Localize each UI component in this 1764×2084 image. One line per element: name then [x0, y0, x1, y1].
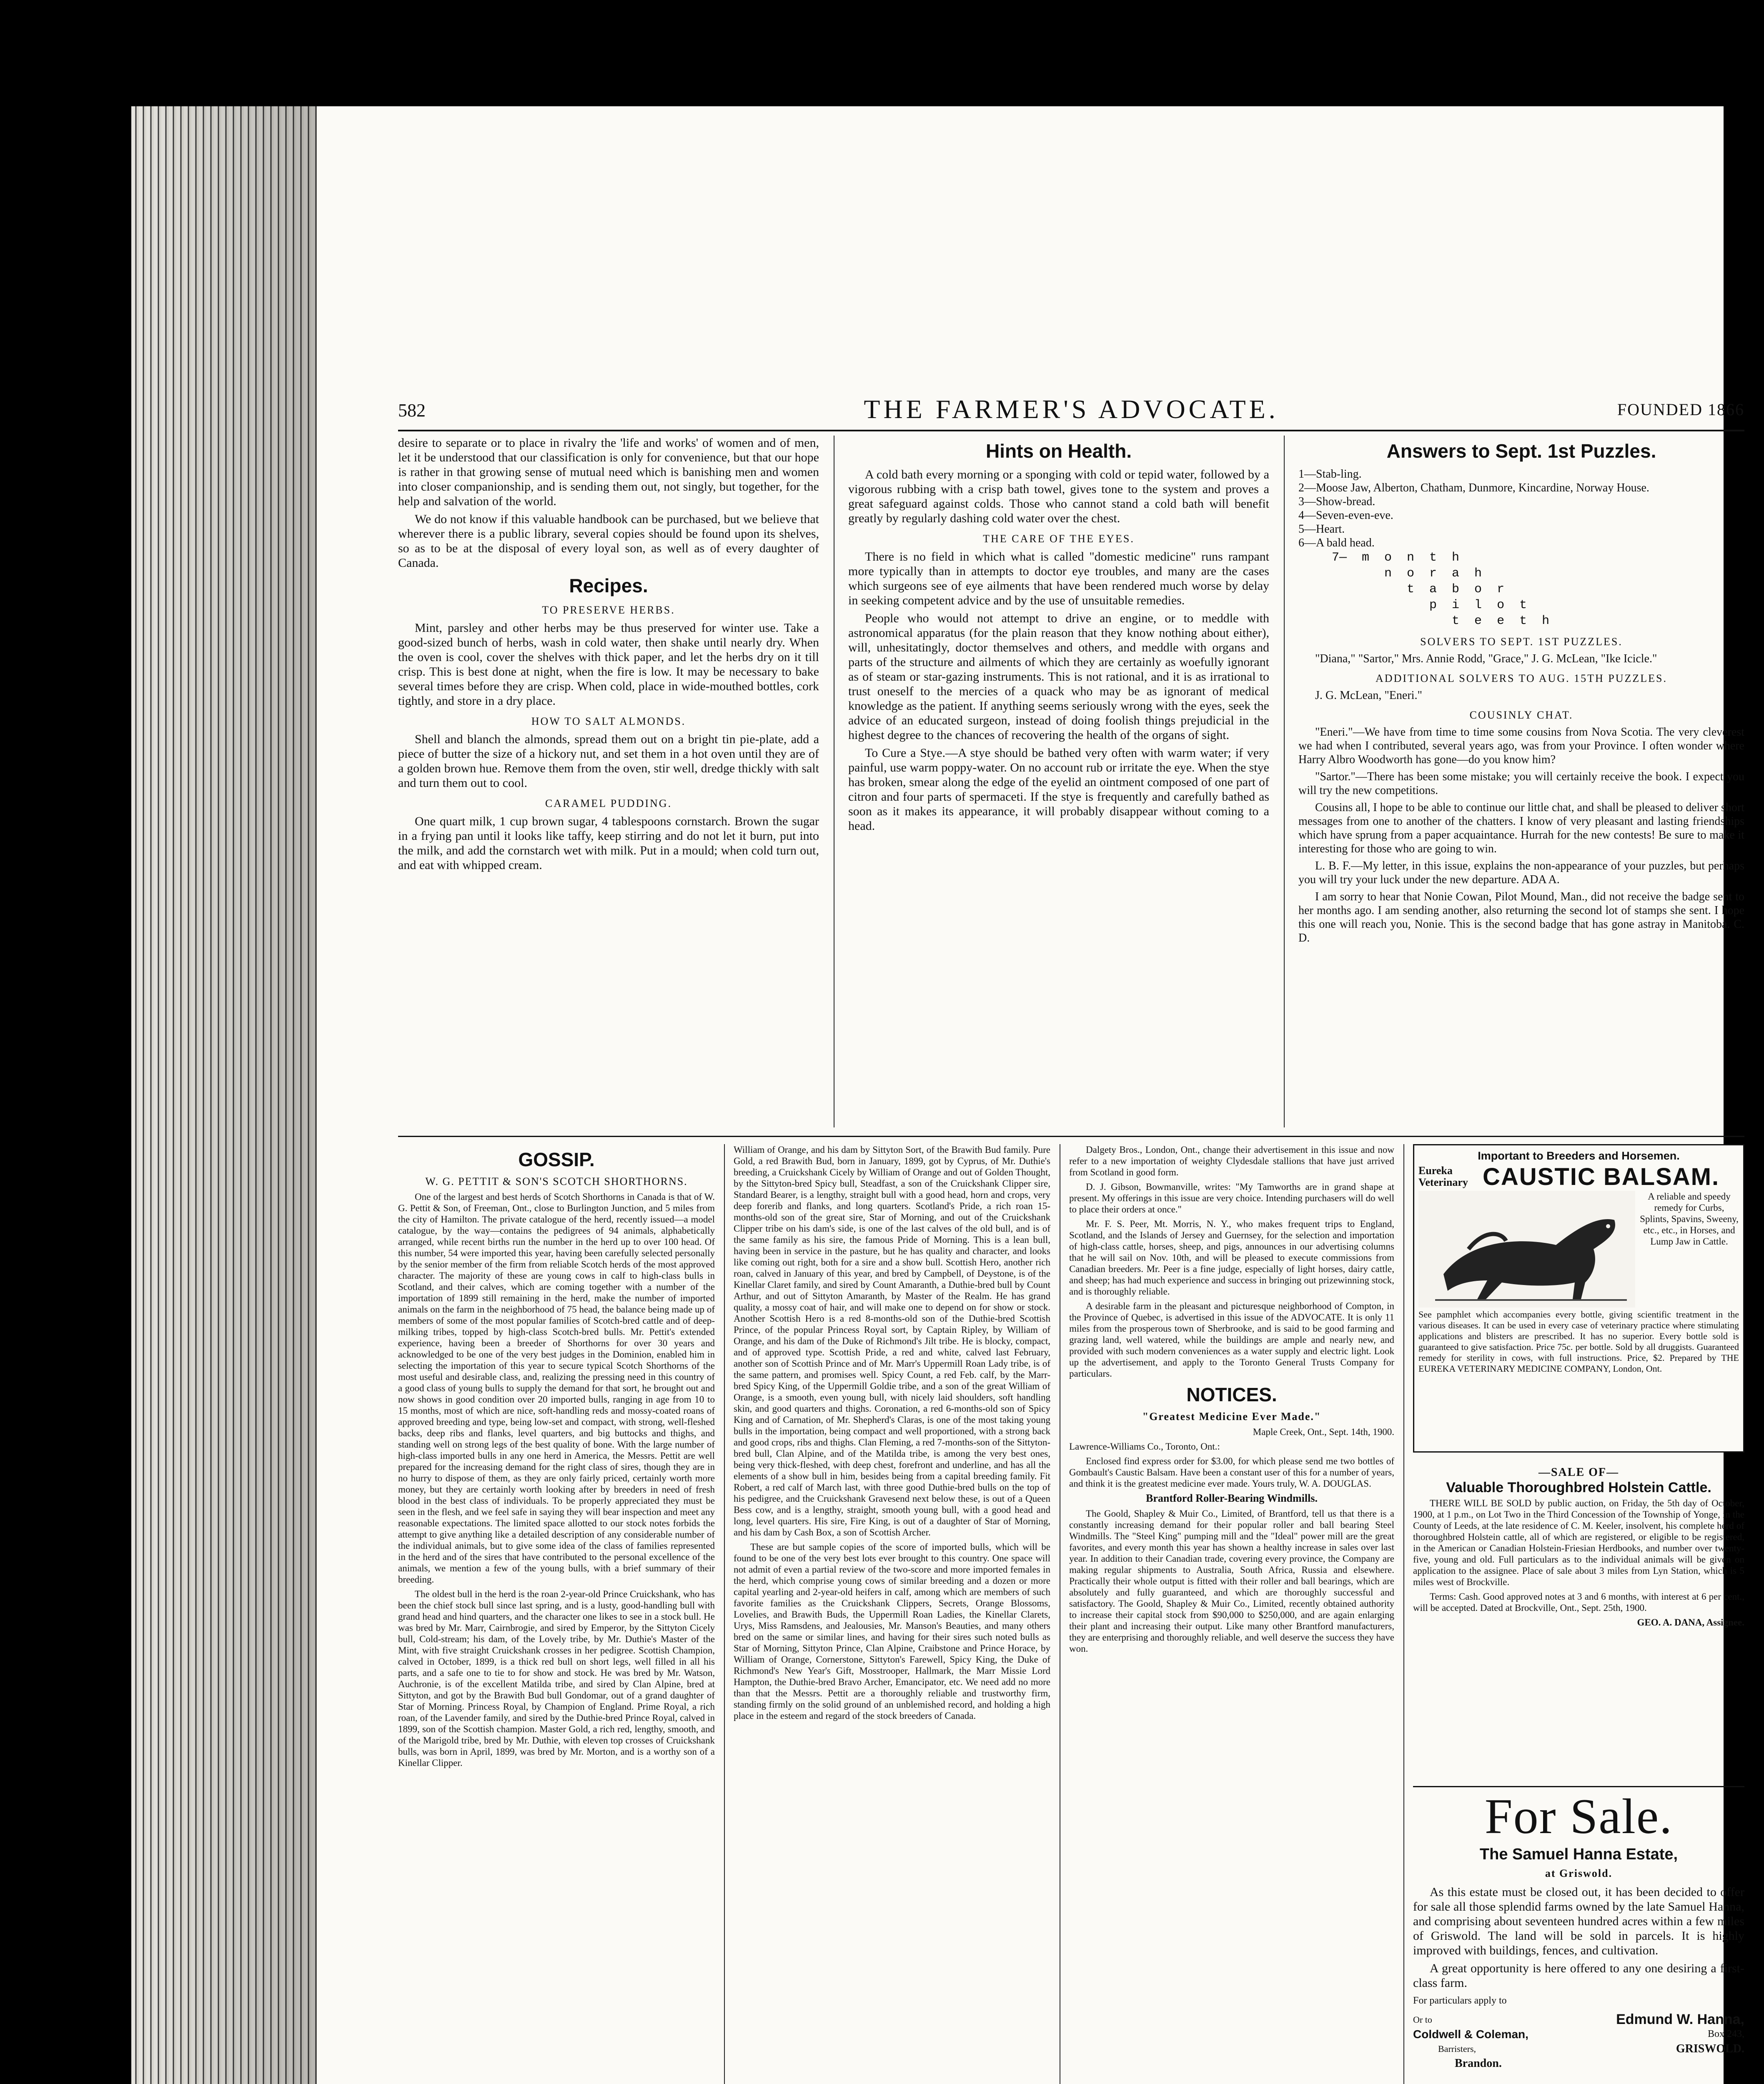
- answer-item: 6—A bald head.: [1298, 536, 1375, 549]
- ad-terms: Terms: Cash. Good approved notes at 3 and 6 months, with interest at 6 per cent., will be accepted. Dated at Brockville, Ont., Sept. 25th, 1900.: [1413, 1591, 1744, 1613]
- chat-paragraph: "Sartor."—There has been some mistake; you will certainly receive the book. I expect you will try the new competitions.: [1298, 770, 1744, 797]
- answer-list: [1298, 467, 1744, 550]
- masthead: THE FARMER'S ADVOCATE.: [864, 394, 1279, 424]
- notes-column: [1069, 1144, 1394, 2084]
- agent-title: Barristers,: [1438, 2044, 1476, 2054]
- recipe-text: Mint, parsley and other herbs may be thus preserved for winter use. Take a good-sized bunch of herbs, wash in cold water, then shake until nearly dry. When the oven is cool, cover the shelves with thick paper, and let the herbs dry on it till crisp. This is best done at night, when the fire is low. It may be necessary to bake several times before they are crisp. When cold, place in wide-mouthed bottles, cork tightly, and store in a dry place.: [398, 621, 819, 708]
- ad-text: A great opportunity is here offered to any one desiring a first-class farm.: [1413, 1961, 1744, 1990]
- additional-solvers-heading: ADDITIONAL SOLVERS TO AUG. 15TH PUZZLES.: [1376, 672, 1667, 684]
- gossip-subheading: W. G. PETTIT & SON'S SCOTCH SHORTHORNS.: [425, 1175, 688, 1187]
- eyes-heading: THE CARE OF THE EYES.: [983, 533, 1135, 545]
- recipes-title: Recipes.: [569, 575, 648, 596]
- puzzles-title: Answers to Sept. 1st Puzzles.: [1386, 440, 1656, 462]
- recipe-heading: CARAMEL PUDDING.: [545, 797, 672, 809]
- word-diamond: 7— m o n t h n o r a h t a b o r p i l o t t e e t h: [1332, 551, 1550, 628]
- paragraph: To Cure a Stye.—A stye should be bathed very often with warm water; if very painful, use warm poppy-water. On no account rub or irritate the eye. When the stye has broken, smear along the edge of the eyelid an ointment composed of one part of citron and four parts of spermaceti. If the stye is frequently and carefully bathed as soon as it makes its appearance, it will probably disappear without coming to a head.: [848, 746, 1269, 833]
- paragraph: William of Orange, and his dam by Sittyton Sort, of the Brawith Bud family. Pure Gold, a red Brawith Bud, born in January, 1899, got by Cyprus, of Mr. Duthie's breeding, a Cruickshank Cicely by William of Orange and out of Golden Thought, by the Sittyton-bred Spicy bull, Steadfast, a son of the Cruickshank Clipper sire, Standard Bearer, is a lengthy, straight bull with a good head, horn and crops, very deep forerib and flanks, and long quarters. Scotland's Pride, a rich roan 15-months-old son of the great sire, Star of Morning, and out of the Cruickshank Clipper tribe on his dam's side, is one of the last calves of the old bull, and is of the same family as his sire, the famous Pride of Morning. This is a lean bull, having been in service in the pasture, but he has quality and character, and looks like coming out right, both for a sire and a show bull. Scottish Hero, another rich roan, calved in January of this year, and bred by Campbell, of Deystone, is of the Kinellar Claret family, and sired by Count Amaranth, a Duthie-bred bull by Count Arthur, and out of Sittyton Amaranth, by Master of the Realm. He has grand quality, a mossy coat of hair, and will make one to depend on for show or stock. Another Scottish Hero is a red 8-months-old son of the Duthie-bred Scottish Prince, of the popular Princess Royal sort, by Captain Ripley, by William of Orange, and his dam of the Duke of Richmond's Jilt tribe. He is blocky, compact, and of approved type. Scottish Pride, a red and white, calved last February, another son of Scottish Prince and of Mr. Marr's Uppermill Roan Lady tribe, is of the same pattern, and promises well. Spicy Count, a red Feb. calf, by the Marr-bred Spicy King, of the Uppermill Goldie tribe, and a son of the great William of Orange, is a smooth, even young bull, with nicely laid shoulders, soft handling skin, and good quarters and thighs. Coronation, a red 6-months-old son of Spicy King and of Carnation, of Mr. Shepherd's Claras, is one of the most taking young bulls in the importation, being compact and well proportioned, with a strong back and good crops, ribs and thighs. Clan Fleming, a red 7-months-son of the Sittyton-bred bull, Clan Alpine, and of the Matilda tribe, is among the very best ones, being very thick-fleshed, with deep chest, forefront and underline, and has all the elements of a show bull in him, besides being from a capital breeding family. Fit Robert, a red calf of March last, with three good Duthie-bred bulls on the top of his pedigree, and the Cruickshank Gravesend next below these, is out of a Queen Bess cow, and is a lengthy, straight, smooth young bull, with a good head and long, level quarters. His sire, Fire King, is out of a daughter of Star of Morning, and his dam by Cash Box, a son of Scottish Archer.: [734, 1145, 1050, 1538]
- notices-subtitle: "Greatest Medicine Ever Made.": [1142, 1410, 1321, 1423]
- agent-right: [1616, 2012, 1744, 2071]
- ad-place: at Griswold.: [1545, 1867, 1613, 1879]
- paragraph: A desirable farm in the pleasant and picturesque neighborhood of Compton, in the Province of Quebec, is advertised in this issue of the ADVOCATE. It is only 11 miles from the prosperous town of Sherbrooke, and is said to be good farming and grazing land, well watered, while the buildings are ample and nearly new, and provided with such modern conveniences as a water supply and electric light. Look up the advertisement, and apply to the Toronto General Trusts Company for particulars.: [1069, 1301, 1394, 1379]
- health-title: Hints on Health.: [985, 440, 1132, 462]
- ad-headline: Valuable Thoroughbred Holstein Cattle.: [1446, 1480, 1711, 1495]
- recipe-heading: TO PRESERVE HERBS.: [542, 604, 675, 616]
- founded-label: FOUNDED 1866: [1617, 400, 1744, 419]
- paragraph: We do not know if this valuable handbook can be purchased, but we believe that wherever there is a public library, several copies should be found upon its shelves, so as to be at the disposal of every loyal son, as well as of every daughter of Canada.: [398, 512, 819, 570]
- gossip-column-b: [734, 1144, 1050, 2084]
- answer-item: 2—Moose Jaw, Alberton, Chatham, Dunmore, Kincardine, Norway House.: [1298, 481, 1649, 494]
- ad-headline: For Sale.: [1484, 1788, 1673, 1844]
- windmill-text: The Goold, Shapley & Muir Co., Limited, of Brantford, tell us that there is a constantly increasing demand for their popular roller and ball bearing Steel Windmills. The "Steel King" pumping mill and the "Ideal" power mill are the great favorites, and every month this year has shown a healthy increase in sales over last year. In addition to their Canadian trade, covering every province, the Company are making regular shipments to Australia, South Africa, Russia and elsewhere. Practically their whole output is fitted with their roller and ball bearings, which are absolutely and fully guaranteed, and which are thoroughly successful and satisfactory. The Goold, Shapley & Muir Co., Limited, recently obtained authority to increase their capital stock from $90,000 to $250,000, and are again enlarging their plant and increasing their output. Like many other Brantford manufacturers, they are enterprising and thoroughly reliable, and well deserve the success they have won.: [1069, 1508, 1394, 1654]
- paragraph: desire to separate or to place in rivalry the 'life and works' of women and of men, let it be understood that our classification is only for convenience, but that our hope is rather in that growing sense of mutual need which is banishing men and women into closer companionship, and is sending them out, not singly, but together, for the help and salvation of the world.: [398, 436, 819, 508]
- paragraph: A cold bath every morning or a sponging with cold or tepid water, followed by a vigorous rubbing with a crisp bath towel, gives tone to the system and proves a great safeguard against colds. Those who cannot stand a cold bath will benefit greatly by regularly dashing cold water over the chest.: [848, 468, 1269, 525]
- answer-item: 5—Heart.: [1298, 523, 1345, 536]
- ad-text: As this estate must be closed out, it has been decided to offer for sale all those splendid farms owned by the late Samuel Hanna, and comprising about seventeen hundred acres within a few miles of Griswold. The land will be sold in parcels. It is highly improved with buildings, fences, and cultivation.: [1413, 1885, 1744, 1957]
- notices-title: NOTICES.: [1186, 1384, 1277, 1405]
- answer-item: 4—Seven-even-eve.: [1298, 509, 1393, 522]
- page-header: [398, 394, 1744, 423]
- ad-signer: GEO. A. DANA, Assignee.: [1637, 1617, 1744, 1628]
- ad-or: Or to: [1413, 2014, 1432, 2025]
- paragraph: These are but sample copies of the score of imported bulls, which will be found to be one of the very best lots ever brought to this country. One space will not admit of even a partial review of the two-score and more imported females in the herd, which comprise young cows of similar breeding and a dozen or more capital yearling and 2-year-old heifers in calf, among which are members of such favorite families as the Cruickshank Clippers, Secrets, Orange Blossoms, Lovelies, and Brawith Buds, the Uppermill Roan Ladies, the Kinellar Clarets, Urys, Miss Ramsdens, and Jealousies, Mr. Manson's Beauties, and many others bred on the same or similar lines, and having for their sires such noted bulls as Star of Morning, Sittyton Prince, Clan Alpine, Craibstone and Prince Horace, by William of Orange, Cornerstone, Sittyton's Farewell, Spicy King, the Duke of Richmond's New Year's Gift, Mosstrooper, Hallmark, the Marr Missie Lord Hampton, the Duthie-bred Bravo Archer, Emancipator, etc. We need add no more than that the Messrs. Pettit are a thoroughly reliable and trustworthy firm, standing firmly on the solid ground of an unblemished record, and holding a high place in the esteem and regard of the stock breeders of Canada.: [734, 1542, 1050, 1721]
- chat-paragraph: Cousins all, I hope to be able to continue our little chat, and shall be pleased to deliver short messages from one to another of the chatters. I know of very pleasant and lasting friendships which have sprung from a paper acquaintance. Hurrah for the new contests! Be sure to make it interesting for those who are going to win.: [1298, 801, 1744, 855]
- agent-left: [1413, 2012, 1528, 2071]
- ad-headline: CAUSTIC BALSAM.: [1483, 1163, 1720, 1190]
- recipe-text: One quart milk, 1 cup brown sugar, 4 tablespoons cornstarch. Brown the sugar in a frying pan until it looks like taffy, keep stirring and do not let it burn, put into the milk, and add the cornstarch wet with milk. Put in a mould; when cold turn out, and eat with whipped cream.: [398, 814, 819, 872]
- horse-illustration: [1418, 1191, 1635, 1308]
- answer-item: 1—Stab-ling.: [1298, 468, 1362, 481]
- newspaper-page: [398, 394, 1744, 2084]
- notice-text: Enclosed find express order for $3.00, for which please send me two bottles of Gombault's Caustic Balsam. Have been a constant user of this for a number of years, and think it is the greatest medicine ever made. Yours truly, W. A. DOUGLAS.: [1069, 1456, 1394, 1489]
- ad-estate: The Samuel Hanna Estate,: [1479, 1846, 1678, 1863]
- solvers-heading: SOLVERS TO SEPT. 1ST PUZZLES.: [1420, 636, 1623, 648]
- ad-text: THERE WILL BE SOLD by public auction, on Friday, the 5th day of October, 1900, at 1 p.m., on Lot Two in the Third Concession of the Township of Yonge, in the County of Leeds, at the late residence of C. M. Keeler, insolvent, his complete herd of thoroughbred Holstein cattle, all of which are registered, or eligible to be registered, in the American or Canadian Holstein-Friesian Herdbooks, and number over twenty-five, young and old. Full particulars as to the individual animals will be given on application to the assignee. Place of sale about 3 miles from Lyn Station, which is 5 miles west of Brockville.: [1413, 1498, 1744, 1587]
- agent-box: Box 243,: [1707, 2029, 1744, 2039]
- gossip-column-a: [398, 1144, 715, 2084]
- ad-text: See pamphlet which accompanies every bottle, giving scientific treatment in the various diseases. It can be used in every case of veterinary practice where stimulating applications and blisters are prescribed. It has no superior. Every bottle sold is guaranteed to give satisfaction. Price 75c. per bottle. Sold by all druggists. Guaranteed remedy for sterility in cows, with full instructions. Price, $2. Prepared by THE EUREKA VETERINARY MEDICINE COMPANY, London, Ont.: [1418, 1309, 1739, 1374]
- holstein-sale-ad: [1413, 1465, 1744, 1778]
- paragraph: There is no field in which what is called "domestic medicine" runs rampant more typically than in attempts to doctor eye troubles, and many are the cases which surgeons see of eye ailments that have been rendered much worse by delay in seeking competent advice and by the use of unsuitable remedies.: [848, 550, 1269, 607]
- chat-heading: COUSINLY CHAT.: [1469, 709, 1574, 721]
- chat-paragraph: I am sorry to hear that Nonie Cowan, Pilot Mound, Man., did not receive the badge sent to her months ago. I am sending another, also returning the second lot of stamps she sent. I hope this one will reach you, Nonie. This is the second badge that has gone astray in Manitoba. C. D.: [1298, 890, 1744, 944]
- paragraph: Dalgety Bros., London, Ont., change their advertisement in this issue and now refer to a new importation of weighty Clydesdale stallions that have just arrived from Scotland in good form.: [1069, 1145, 1394, 1177]
- header-rule: [398, 430, 1744, 431]
- gossip-title: GOSSIP.: [518, 1149, 595, 1170]
- paragraph: One of the largest and best herds of Scotch Shorthorns in Canada is that of W. G. Pettit & Son, of Freeman, Ont., close to Burlington Junction, and 5 miles from the city of Hamilton. The private catalogue of the herd, recently issued—a model catalogue, by the way—contains the pedigrees of 94 animals, alphabetically arranged, while recent births run the number in the herd up to over 100 head. Of this number, 54 were imported this year, having been carefully selected personally by the senior member of the firm from reliable Scotch herds of the most approved character. The majority of these are young cows in calf to high-class bulls in Scotland, and their calves, which are coming together with a number of the importation of 1899 still remaining in the herd, make the number of imported animals on the farm in the neighborhood of 75 head, the balance being made up of members of some of the most popular families of Scotch-bred cattle and of deep-milking tribes, topped by high-class Scotch-bred bulls. Mr. Pettit's extended experience, having been a breeder of Shorthorns for over 30 years and acknowledged to be one of the very best judges in the Dominion, enabled him in selecting the importation of this year to secure typical Scotch Shorthorns of the most useful and desirable class, and, realizing the pressing need in this country of a good class of young bulls to supply the demand for that sort, he brought out and now shows in good condition over 20 imported bulls, ranging in age from 10 to 15 months, most of which are nice, soft-handling reds and mossy-coated roans of approved breeding and type, being low-set and compact, with strong, well-fleshed backs, deep ribs and flanks, level quarters, and big buttocks and thighs, and standing well on strong legs of the best quality of bone. With the large number of high-class imported bulls in any one herd in America, the Messrs. Pettit are well prepared for the increasing demand for the right class of sires, though they are in no hurry to dispose of them, as they are only fairly priced, certainly worth more money, but they are certainly worth looking after by breeders in need of fresh blood in the best class of individuals. To be properly appreciated they must be seen in the flesh, and we feel safe in saying they will bear inspection and meet any reasonable expectations. The limited space allotted to our stock notes forbids the attempt to give anything like a detailed description of any considerable number of the individual animals, but to give some idea of the class of families represented in the herd and of the sires that have contributed to the personal excellence of the animals, we mention a few of the young bulls, with a brief summary of their breeding.: [398, 1192, 715, 1585]
- solvers-text: "Diana," "Sartor," Mrs. Annie Rodd, "Grace," J. G. McLean, "Ike Icicle.": [1315, 652, 1657, 665]
- newspaper-sheet: [131, 106, 1744, 2084]
- ad-kicker: —SALE OF—: [1538, 1466, 1619, 1479]
- paragraph: The oldest bull in the herd is the roan 2-year-old Prince Cruickshank, who has been the chief stock bull since last spring, and is a lusty, good-handling bull with grand head and hind quarters, and the character one likes to see in a stock bull. He was bred by Mr. Marr, Cairnbrogie, and sired by Emperor, by the Sittyton Cicely bull, Cold-stream; his dam, of the Lovely tribe, by Mr. Duthie's Master of the Mint, with five straight Cruickshank crosses in her pedigree. Scottish Champion, calved in October, 1899, is a thick red bull on short legs, well filled in all his parts, and a safe one to tie to for show and stock. He was bred by Mr. Watson, Auchronie, is of the excellent Matilda tribe, and sired by Clan Alpine, bred at Sittyton, and got by the Brawith Bud bull Gondomar, out of a grand daughter of Star of Morning. Princess Royal, by Champion of England. Prime Royal, a rich roan, of the Lavender family, and sired by the Duthie-bred Prince Royal, calved in 1899, son of the Scottish champion. Master Gold, a rich red, lengthy, smooth, and of the Marigold tribe, bred by Mr. Duthie, with eleven top crosses of Cruickshank bulls, was born in April, 1899, was bred by Mr. Morton, and is a worthy son of a Kinellar Clipper.: [398, 1589, 715, 1768]
- ad-apply: For particulars apply to: [1413, 1995, 1507, 2006]
- notice-place: Maple Creek, Ont., Sept. 14th, 1900.: [1253, 1427, 1394, 1437]
- column-rule: [1284, 436, 1285, 1127]
- paragraph: People who would not attempt to drive an engine, or to meddle with astronomical apparatus (for the plain reason that they know nothing about either), will, unhesitatingly, doctor themselves and others, and meddle with organs and parts of the structure and ailments of which they are certainly as woefully ignorant as of steam or star-gazing instruments. This is not rational, and it is as irrational to trust oneself to the mercies of a quack who may be as ignorant of medical knowledge as the patient. If anything seems seriously wrong with the eyes, seek the advice of an educated surgeon, instead of doing foolish things prejudicial in the highest degree to the chances of recovering the health of the organs of sight.: [848, 611, 1269, 742]
- recipe-heading: HOW TO SALT ALMONDS.: [531, 715, 686, 727]
- answer-item: 3—Show-bread.: [1298, 495, 1376, 508]
- chat-paragraph: "Eneri."—We have from time to time some cousins from Nova Scotia. The very cleverest we had when I contributed, several years ago, was from your Province. I often wonder where Harry Albro Woodworth has gone—do you know him?: [1298, 726, 1744, 766]
- paragraph: D. J. Gibson, Bowmanville, writes: "My Tamworths are in grand shape at present. My offerings in this issue are very choice. Intending purchasers will do well to place their orders at once.": [1069, 1182, 1394, 1215]
- column-puzzles: [1298, 436, 1744, 1127]
- agent-name: Edmund W. Hanna,: [1616, 2011, 1744, 2027]
- column-rule: [1403, 1144, 1404, 2084]
- caustic-balsam-ad: [1413, 1144, 1744, 1453]
- ad-kicker: Important to Breeders and Horsemen.: [1478, 1150, 1680, 1162]
- hanna-estate-ad: [1413, 1786, 1744, 2084]
- page-number: 582: [398, 400, 426, 421]
- agent-name: Coldwell & Coleman,: [1413, 2028, 1528, 2041]
- additional-solvers-text: J. G. McLean, "Eneri.": [1315, 689, 1422, 702]
- column-rule: [724, 1144, 725, 2084]
- recipe-text: Shell and blanch the almonds, spread them out on a bright tin pie-plate, add a piece of butter the size of a hickory nut, and set them in a hot oven until they are of a golden brown hue. Remove them from the oven, stir well, dredge thickly with salt and turn them out to cool.: [398, 732, 819, 790]
- notice-recipient: Lawrence-Williams Co., Toronto, Ont.:: [1069, 1441, 1220, 1452]
- windmill-title: Brantford Roller-Bearing Windmills.: [1146, 1492, 1318, 1504]
- agent-place: GRISWOLD.: [1676, 2042, 1744, 2055]
- section-rule: [398, 1136, 1744, 1137]
- paragraph: Mr. F. S. Peer, Mt. Morris, N. Y., who makes frequent trips to England, Scotland, and the Islands of Jersey and Guernsey, for the selection and importation of high-class cattle, horses, sheep, and pigs, announces in our advertising columns that he will sail on Nov. 10th, and will be pleased to execute commissions from Canadian breeders. Mr. Peer is a fine judge, especially of light horses, dairy cattle, and sheep; has had much experience and success in bringing out prizewinning stock, and is thoroughly reliable.: [1069, 1219, 1394, 1297]
- agent-place: Brandon.: [1455, 2057, 1502, 2070]
- book-page-edges: [131, 106, 317, 2084]
- column-recipes: [398, 436, 819, 1127]
- ad-brand: Eureka Veterinary: [1418, 1165, 1468, 1188]
- chat-paragraph: L. B. F.—My letter, in this issue, explains the non-appearance of your puzzles, but perhaps you will try your luck under the new departure. ADA A.: [1298, 859, 1744, 886]
- ad-side-text: A reliable and speedy remedy for Curbs, Splints, Spavins, Sweeny, etc., etc., in Horses, and Lump Jaw in Cattle.: [1640, 1191, 1739, 1247]
- column-health: [848, 436, 1269, 1127]
